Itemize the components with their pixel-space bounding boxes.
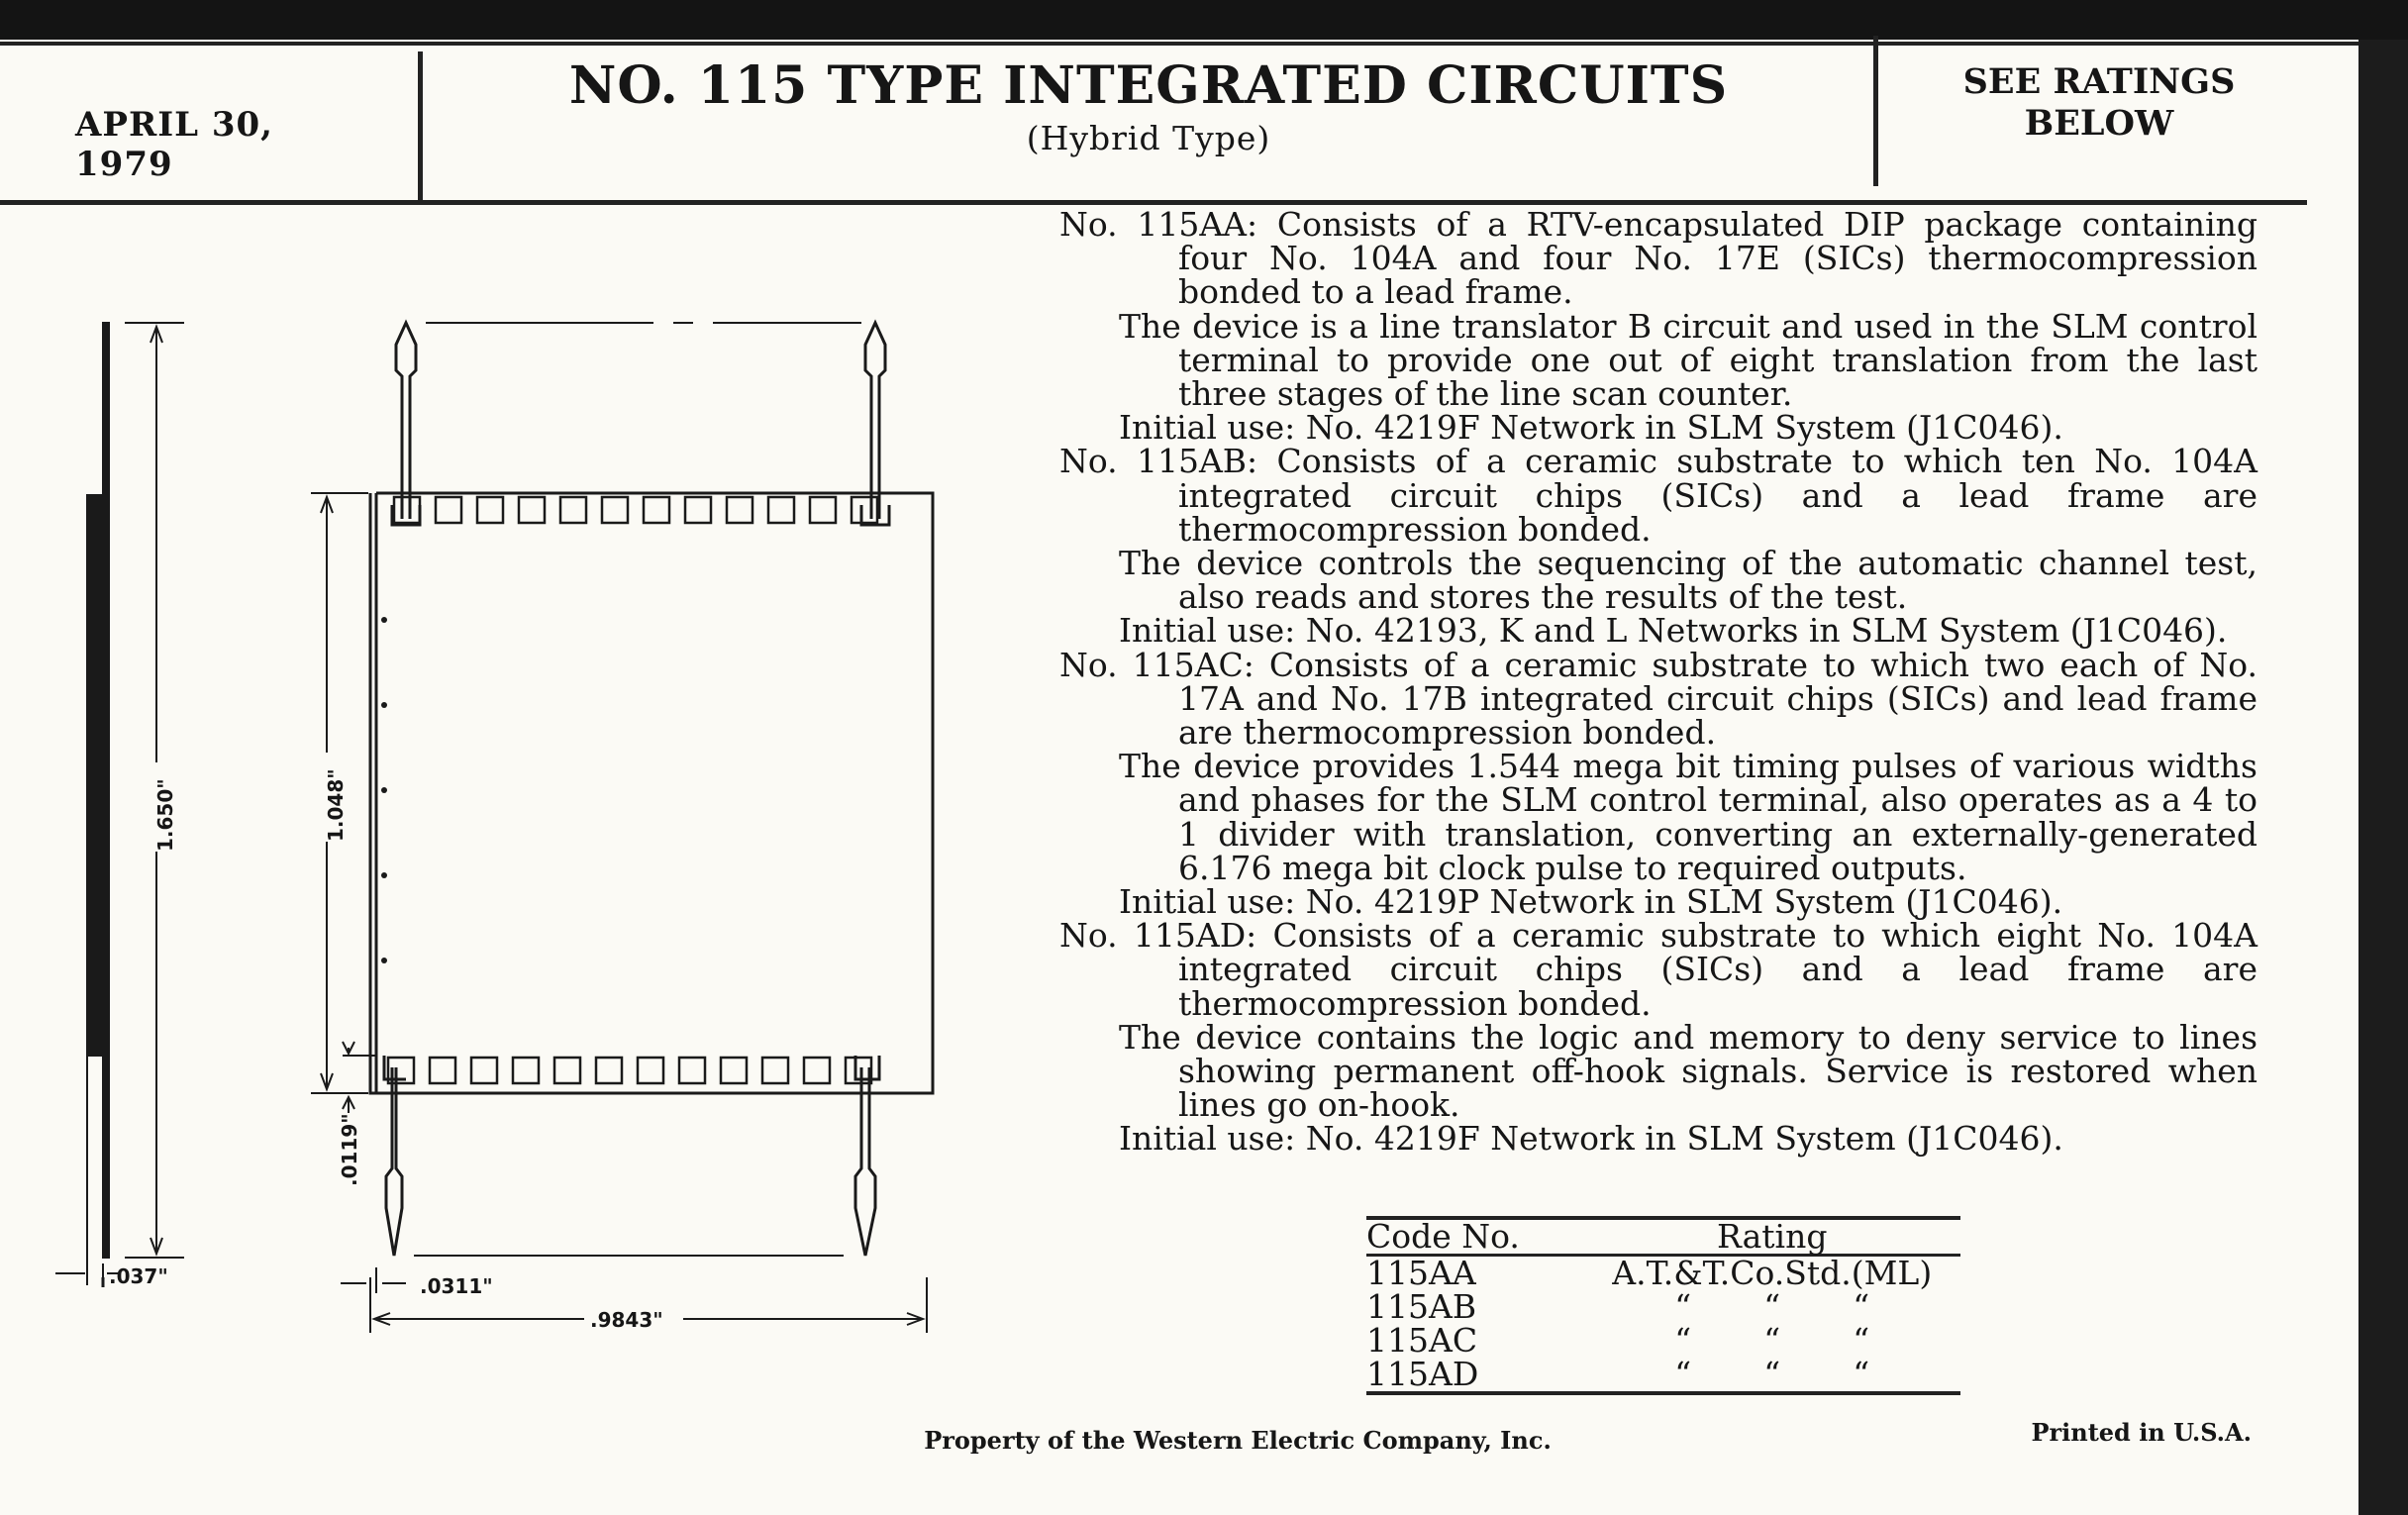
ratings-header-row — [1366, 1218, 1960, 1256]
table-row — [1366, 1358, 1960, 1393]
ratings-note — [1901, 61, 2297, 145]
edge-marks — [381, 617, 387, 963]
col-rating-header: Rating — [1716, 1217, 1828, 1256]
ditto-mark: “ — [1674, 1355, 1692, 1393]
page-title: NO. 115 TYPE INTEGRATED CIRCUITS — [568, 55, 1729, 116]
rating-cell — [1544, 1355, 1960, 1393]
entry-115ad-initial-use: Initial use: No. 4219F Network in SLM System (J1C046). — [1119, 1119, 2063, 1159]
entry-115aa-description: No. 115AA: Consists of a RTV-encapsulated DIP package containing four No. 104A and four No. 17E (SICs) thermocompression bonded to a lead frame. — [1059, 205, 2258, 312]
dim-lead-width: .0311" — [420, 1274, 493, 1298]
rating-cell: A.T.&T.Co.Std.(ML) — [1612, 1254, 1933, 1292]
dim-thickness: .037" — [109, 1264, 168, 1288]
entry-115ac-function: The device provides 1.544 mega bit timing pulses of various widths and phases for the SLM control terminal, also operates as a 4 to 1 divider with translation, converting an externally-generated 6.176 mega bit clock pulse to required outputs. — [1119, 747, 2258, 887]
entry-115ab-initial-use: Initial use: No. 42193, K and L Networks in SLM System (J1C046). — [1119, 611, 2228, 651]
entry-115aa-function: The device is a line translator B circuit and used in the SLM control terminal to provide one out of eight translation from the last three stages of the line scan counter. — [1119, 306, 2258, 414]
package-body — [370, 493, 933, 1093]
code-cell: 115AA — [1366, 1254, 1476, 1292]
entry-115ac-description: No. 115AC: Consists of a ceramic substrate to which two each of No. 17A and No. 17B integrated circuit chips (SICs) and lead frame are thermocompression bonded. — [1059, 645, 2258, 753]
entry-115aa-initial-use: Initial use: No. 4219F Network in SLM System (J1C046). — [1119, 408, 2063, 448]
code-cell: 115AB — [1366, 1287, 1477, 1326]
table-row — [1366, 1324, 1960, 1358]
property-notice: Property of the Western Electric Company, Inc. — [924, 1426, 1552, 1455]
ditto-mark: “ — [1763, 1355, 1781, 1393]
ratings-note-line2: BELOW — [2024, 103, 2174, 144]
bottom-leads — [384, 1056, 879, 1256]
printed-notice: Printed in U.S.A. — [2031, 1418, 2252, 1447]
lead-width-dimension — [341, 1267, 406, 1293]
bottom-pad-row — [388, 1058, 871, 1083]
entry-115ad-function: The device contains the logic and memory to deny service to lines showing permanent off-hook signals. Service is restored when lines go on-hook. — [1119, 1017, 2258, 1125]
dim-width: .9843" — [590, 1308, 663, 1332]
card-edge — [2358, 40, 2408, 1515]
ditto-mark: “ — [1674, 1321, 1692, 1360]
page-subtitle: (Hybrid Type) — [1026, 119, 1271, 157]
specification-text — [1059, 205, 2258, 1159]
table-row — [1366, 1256, 1960, 1291]
ratings-table — [1366, 1216, 1960, 1395]
ditto-mark: “ — [1853, 1287, 1870, 1326]
dim-lead-offset: .0119" — [338, 1113, 361, 1186]
dim-body-height: 1.048" — [324, 768, 348, 842]
issue-date: APRIL 30, 1979 — [75, 105, 274, 184]
ditto-mark: “ — [1763, 1321, 1781, 1360]
code-cell: 115AC — [1366, 1321, 1478, 1360]
entry-115ab-description: No. 115AB: Consists of a ceramic substrate to which ten No. 104A integrated circuit chips (SICs) and a lead frame are thermocompression bonded. — [1059, 442, 2258, 549]
entry-115ac-initial-use: Initial use: No. 4219P Network in SLM System (J1C046). — [1119, 882, 2063, 922]
side-view — [87, 323, 109, 1287]
ditto-mark: “ — [1763, 1287, 1781, 1326]
ditto-mark: “ — [1674, 1287, 1692, 1326]
package-outline-drawing — [0, 0, 990, 1386]
ratings-note-line1: SEE RATINGS — [1962, 61, 2236, 102]
col-code-header: Code No. — [1366, 1217, 1520, 1256]
top-pad-row — [394, 497, 877, 523]
entry-115ad-description: No. 115AD: Consists of a ceramic substrate to which eight No. 104A integrated circuit chips (SICs) and a lead frame are thermocompression bonded. — [1059, 916, 2258, 1023]
ditto-mark: “ — [1853, 1321, 1870, 1360]
code-cell: 115AD — [1366, 1355, 1479, 1393]
header-divider-right — [1873, 36, 1878, 186]
table-row — [1366, 1290, 1960, 1324]
rating-cell — [1544, 1321, 1960, 1360]
entry-115ab-function: The device controls the sequencing of the automatic channel test, also reads and stores the results of the test. — [1119, 544, 2258, 617]
dim-height-total: 1.650" — [153, 778, 177, 852]
rating-cell — [1544, 1287, 1960, 1326]
ditto-mark: “ — [1853, 1355, 1870, 1393]
